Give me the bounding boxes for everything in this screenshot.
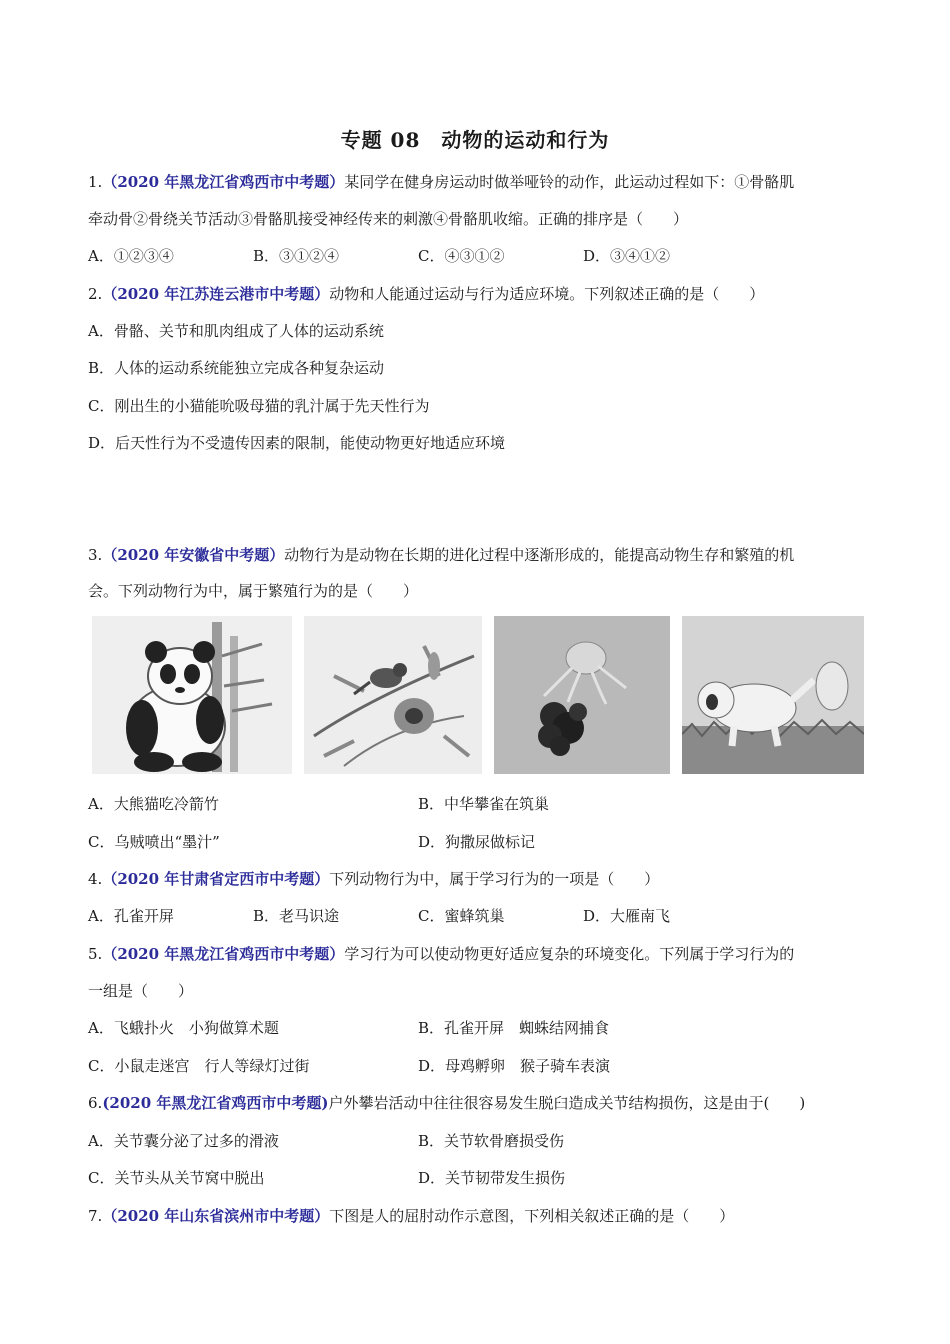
question-source: （2020 年甘肃省定西市中考题） [102,870,330,888]
question-stem: 某同学在健身房运动时做举哑铃的动作，此运动过程如下：①骨骼肌 [344,173,795,191]
question-stem: 下图是人的屈肘动作示意图，下列相关叙述正确的是（ ） [329,1207,735,1225]
question-4-line-1 [88,869,659,889]
dog-marking-territory-icon [682,616,864,774]
squid-spraying-ink-icon [494,616,670,774]
question-number: 1. [88,173,103,191]
question-5-option-d[interactable]: D．母鸡孵卵 猴子骑车表演 [418,1057,611,1075]
question-1-line-2: 牵动骨②骨绕关节活动③骨骼肌接受神经传来的刺激④骨骼肌收缩。正确的排序是（ ） [88,210,689,228]
question-number: 4. [88,870,103,888]
question-number: 7. [88,1207,103,1225]
question-3-option-a[interactable]: A．大熊猫吃冷箭竹 [88,795,219,813]
question-source: （2020 年山东省滨州市中考题） [102,1207,330,1225]
question-stem: 动物和人能通过运动与行为适应环境。下列叙述正确的是（ ） [329,285,765,303]
question-source: （2020 年黑龙江省鸡西市中考题） [102,173,345,191]
question-1-option-b[interactable]: B．③①②④ [253,247,340,265]
question-3-option-c[interactable]: C．乌贼喷出“墨汁” [88,833,220,851]
question-5-line-1 [88,944,794,964]
question-stem: 下列动物行为中，属于学习行为的一项是（ ） [329,870,660,888]
question-1-line-1 [88,172,794,192]
question-2-option-c[interactable]: C．刚出生的小猫能吮吸母猫的乳汁属于先天性行为 [88,397,430,415]
question-number: 3. [88,546,103,564]
question-2-option-d[interactable]: D．后天性行为不受遗传因素的限制，能使动物更好地适应环境 [88,434,506,452]
dog-marking-photo [682,616,864,774]
question-5-option-a[interactable]: A．飞蛾扑火 小狗做算术题 [88,1019,279,1037]
question-source: （2020 年安徽省中考题） [102,546,285,564]
question-3-line-2: 会。下列动物行为中，属于繁殖行为的是（ ） [88,582,419,600]
panda-eating-bamboo-icon [92,616,292,774]
question-number: 6. [88,1094,103,1112]
question-3-line-1 [88,545,794,565]
question-number: 2. [88,285,103,303]
question-6-option-c[interactable]: C．关节头从关节窝中脱出 [88,1169,265,1187]
question-1-option-c[interactable]: C．④③①② [418,247,505,265]
question-6-option-b[interactable]: B．关节软骨磨损受伤 [418,1132,565,1150]
question-6-option-d[interactable]: D．关节韧带发生损伤 [418,1169,566,1187]
question-stem: 户外攀岩活动中往往很容易发生脱臼造成关节结构损伤，这是由于( ) [328,1094,806,1112]
question-2-option-a[interactable]: A．骨骼、关节和肌肉组成了人体的运动系统 [88,322,384,340]
question-5-option-b[interactable]: B．孔雀开屏 蜘蛛结网捕食 [418,1019,610,1037]
question-3-option-b[interactable]: B．中华攀雀在筑巢 [418,795,550,813]
question-2-line-1 [88,284,764,304]
question-3-option-d[interactable]: D．狗撒尿做标记 [418,833,536,851]
question-7-line-1 [88,1206,734,1226]
bird-building-nest-icon [304,616,482,774]
question-4-option-c[interactable]: C．蜜蜂筑巢 [418,907,505,925]
panda-photo [92,616,292,774]
question-1-option-d[interactable]: D．③④①② [583,247,671,265]
question-source: （2020 年江苏连云港市中考题） [102,285,330,303]
bird-nest-photo [304,616,482,774]
page-title: 专题 08 动物的运动和行为 [340,128,610,152]
question-6-option-a[interactable]: A．关节囊分泌了过多的滑液 [88,1132,279,1150]
squid-ink-photo [494,616,670,774]
question-source: （2020 年黑龙江省鸡西市中考题） [102,945,345,963]
question-4-option-d[interactable]: D．大雁南飞 [583,907,671,925]
question-source: (2020 年黑龙江省鸡西市中考题) [102,1094,329,1112]
question-5-line-2: 一组是（ ） [88,982,194,1000]
question-6-line-1 [88,1093,805,1113]
question-3-image-strip [92,616,864,774]
question-stem: 动物行为是动物在长期的进化过程中逐渐形成的，能提高动物生存和繁殖的机 [284,546,795,564]
question-5-option-c[interactable]: C．小鼠走迷宫 行人等绿灯过街 [88,1057,310,1075]
question-2-option-b[interactable]: B．人体的运动系统能独立完成各种复杂运动 [88,359,385,377]
question-stem: 学习行为可以使动物更好适应复杂的环境变化。下列属于学习行为的 [344,945,795,963]
question-1-option-a[interactable]: A．①②③④ [88,247,174,265]
question-4-option-a[interactable]: A．孔雀开屏 [88,907,174,925]
question-4-option-b[interactable]: B．老马识途 [253,907,340,925]
question-number: 5. [88,945,103,963]
